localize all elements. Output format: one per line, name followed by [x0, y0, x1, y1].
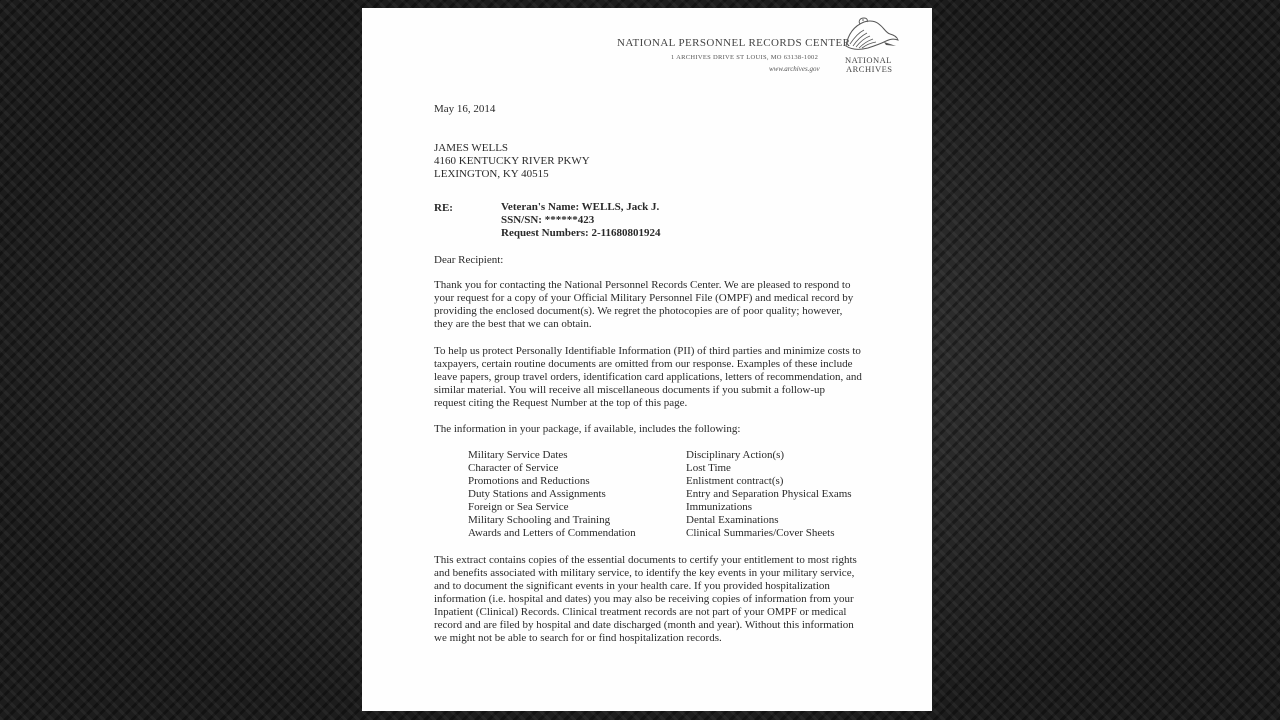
list-item: Awards and Letters of Commendation — [468, 527, 636, 539]
list-right-column — [686, 449, 852, 540]
letterhead-website: www.archives.gov — [769, 65, 820, 73]
re-ssn: SSN/SN: ******423 — [501, 214, 595, 226]
paragraph-1 — [434, 279, 884, 331]
letter-date: May 16, 2014 — [434, 103, 496, 115]
logo-text-archives: ARCHIVES — [846, 64, 893, 74]
list-item: Duty Stations and Assignments — [468, 488, 606, 500]
recipient-city: LEXINGTON, KY 40515 — [434, 168, 549, 180]
list-item: Foreign or Sea Service — [468, 501, 569, 513]
re-veteran-name: Veteran's Name: WELLS, Jack J. — [501, 201, 660, 213]
paragraph-line: information (i.e. hospital and dates) you may also be receiving copies of information from your — [434, 593, 854, 605]
letterhead-org: NATIONAL PERSONNEL RECORDS CENTER — [617, 37, 851, 49]
paragraph-line: providing the enclosed document(s). We regret the photocopies are of poor quality; however, — [434, 305, 843, 317]
paragraph-line: taxpayers, certain routine documents are omitted from our response. Examples of these include — [434, 358, 853, 370]
list-intro: The information in your package, if available, includes the following: — [434, 423, 741, 435]
re-label: RE: — [434, 202, 453, 214]
list-item: Promotions and Reductions — [468, 475, 590, 487]
recipient-street: 4160 KENTUCKY RIVER PKWY — [434, 155, 590, 167]
paragraph-line: and benefits associated with military service, to identify the key events in your military service, — [434, 567, 855, 579]
list-item: Character of Service — [468, 462, 559, 474]
eagle-logo-icon — [840, 16, 900, 54]
letter-page — [362, 8, 932, 711]
paragraph-line: Inpatient (Clinical) Records. Clinical treatment records are not part of your OMPF or medical — [434, 606, 847, 618]
list-item: Military Service Dates — [468, 449, 568, 461]
recipient-name: JAMES WELLS — [434, 142, 509, 154]
paragraph-line: we might not be able to search for or find hospitalization records. — [434, 632, 722, 644]
list-left-column — [468, 449, 636, 540]
paragraph-3 — [434, 554, 884, 645]
paragraph-line: To help us protect Personally Identifiable Information (PII) of third parties and minimize costs to — [434, 345, 861, 357]
list-item: Immunizations — [686, 501, 752, 513]
paragraph-line: record and are filed by hospital and date discharged (month and year). Without this information — [434, 619, 854, 631]
paragraph-line: This extract contains copies of the essential documents to certify your entitlement to most rights — [434, 554, 857, 566]
paragraph-line: they are the best that we can obtain. — [434, 318, 592, 330]
list-item: Entry and Separation Physical Exams — [686, 488, 852, 500]
list-item: Lost Time — [686, 462, 731, 474]
paragraph-line: and to document the significant events in your health care. If you provided hospitalization — [434, 580, 830, 592]
paragraph-2 — [434, 345, 884, 410]
list-item: Military Schooling and Training — [468, 514, 611, 526]
salutation: Dear Recipient: — [434, 254, 504, 266]
paragraph-line: your request for a copy of your Official Military Personnel File (OMPF) and medical record by — [434, 292, 854, 304]
list-item: Clinical Summaries/Cover Sheets — [686, 527, 835, 539]
re-request-number: Request Numbers: 2-11680801924 — [501, 227, 661, 239]
paragraph-line: leave papers, group travel orders, identification card applications, letters of recommendation, and — [434, 371, 862, 383]
list-item: Disciplinary Action(s) — [686, 449, 785, 461]
logo-text-national: NATIONAL — [845, 55, 892, 65]
list-item: Enlistment contract(s) — [686, 475, 784, 487]
list-item: Dental Examinations — [686, 514, 779, 526]
letterhead-address: 1 ARCHIVES DRIVE ST LOUIS, MO 63138-1002 — [671, 54, 819, 61]
paragraph-line: request citing the Request Number at the top of this page. — [434, 397, 688, 409]
paragraph-line: similar material. You will receive all miscellaneous documents if you submit a follow-up — [434, 384, 826, 396]
paragraph-line: Thank you for contacting the National Personnel Records Center. We are pleased to respond to — [434, 279, 851, 291]
